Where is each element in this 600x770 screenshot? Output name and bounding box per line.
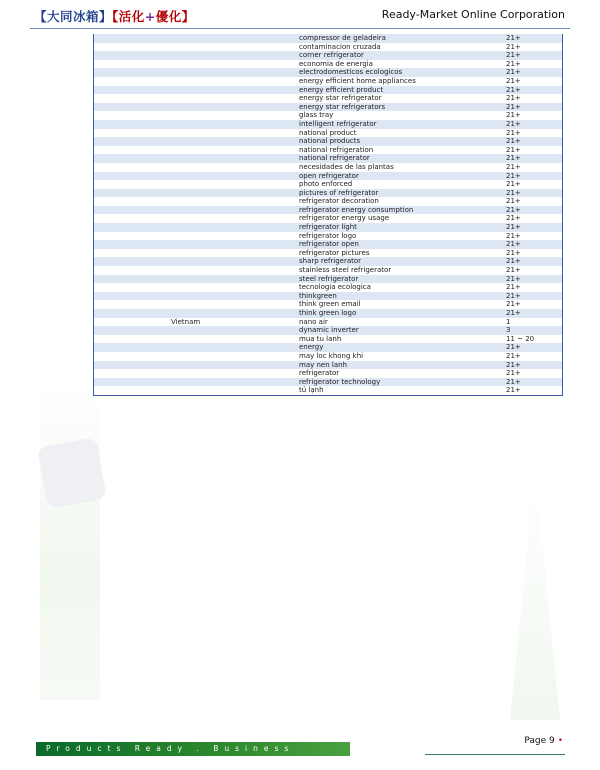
keyword-cell: contaminacion cruzada <box>299 42 381 51</box>
keyword-cell: economia de energia <box>299 59 373 68</box>
table-row <box>94 214 562 223</box>
table-row <box>94 335 562 344</box>
footer-divider <box>425 754 565 755</box>
table-row <box>94 240 562 249</box>
page-header <box>0 0 600 36</box>
table-row <box>94 77 562 86</box>
rank-cell: 21+ <box>506 51 521 60</box>
rank-cell: 21+ <box>506 377 521 386</box>
background-decoration <box>510 470 560 720</box>
keyword-cell: national product <box>299 128 357 137</box>
rank-cell: 21+ <box>506 119 521 128</box>
keyword-cell: tecnologia ecologica <box>299 283 371 292</box>
rank-cell: 21+ <box>506 59 521 68</box>
rank-cell: 21+ <box>506 351 521 360</box>
keyword-cell: energy efficient home appliances <box>299 76 416 85</box>
rank-cell: 21+ <box>506 291 521 300</box>
table-row <box>94 68 562 77</box>
table-row <box>94 197 562 206</box>
rank-cell: 21+ <box>506 205 521 214</box>
table-row <box>94 180 562 189</box>
table-row <box>94 120 562 129</box>
table-row <box>94 283 562 292</box>
page-number-dot: • <box>557 736 563 746</box>
table-row <box>94 137 562 146</box>
keyword-cell: refrigerator decoration <box>299 197 379 206</box>
table-row <box>94 51 562 60</box>
keyword-cell: national refrigerator <box>299 154 370 163</box>
keyword-cell: open refrigerator <box>299 171 359 180</box>
keyword-cell: dynamic inverter <box>299 326 359 335</box>
table-row <box>94 43 562 52</box>
rank-cell: 21+ <box>506 171 521 180</box>
table-row <box>94 249 562 258</box>
table-row <box>94 189 562 198</box>
rank-cell: 21+ <box>506 283 521 292</box>
footer-tagline-bar: Products Ready . Business Ready <box>36 742 350 756</box>
background-decoration <box>37 437 107 508</box>
rank-cell: 21+ <box>506 214 521 223</box>
table-row <box>94 34 562 43</box>
keyword-cell: mua tu lanh <box>299 334 342 343</box>
table-row <box>94 309 562 318</box>
keyword-cell: stainless steel refrigerator <box>299 266 392 275</box>
rank-cell: 3 <box>506 326 511 335</box>
keyword-cell: may nen lanh <box>299 360 347 369</box>
rank-cell: 21+ <box>506 188 521 197</box>
table-row <box>94 386 562 395</box>
header-title-plus: + <box>144 9 156 24</box>
keyword-cell: think green logo <box>299 309 357 317</box>
keyword-cell: may loc khong khi <box>299 351 364 360</box>
rank-cell: 21+ <box>506 386 521 395</box>
background-decoration <box>40 380 100 700</box>
rank-cell: 21+ <box>506 180 521 189</box>
table-row <box>94 86 562 95</box>
table-row <box>94 111 562 120</box>
keyword-cell: electrodomesticos ecologicos <box>299 68 403 77</box>
keyword-cell: thinkgreen <box>299 291 337 300</box>
keyword-cell: refrigerator energy usage <box>299 214 390 223</box>
keyword-cell: energy star refrigerator <box>299 94 382 103</box>
keyword-cell: photo enforced <box>299 180 353 189</box>
rank-cell: 21+ <box>506 94 521 103</box>
rank-cell: 21+ <box>506 102 521 111</box>
table-row <box>94 369 562 378</box>
keyword-cell: refrigerator energy consumption <box>299 205 414 214</box>
rank-cell: 21+ <box>506 231 521 240</box>
keyword-cell: refrigerator <box>299 369 340 378</box>
keyword-cell: steel refrigerator <box>299 274 359 283</box>
rank-cell: 21+ <box>506 274 521 283</box>
table-row <box>94 292 562 301</box>
keyword-cell: refrigerator logo <box>299 231 357 240</box>
table-row <box>94 94 562 103</box>
keyword-cell: corner refrigerator <box>299 51 364 60</box>
country-cell: Vietnam <box>171 317 201 326</box>
table-row <box>94 223 562 232</box>
keyword-cell: nano air <box>299 317 328 326</box>
rank-cell: 21+ <box>506 162 521 171</box>
table-row <box>94 232 562 241</box>
table-row <box>94 103 562 112</box>
table-row <box>94 300 562 309</box>
rank-cell: 21+ <box>506 42 521 51</box>
rank-cell: 21+ <box>506 34 521 42</box>
rank-cell: 21+ <box>506 68 521 77</box>
keyword-cell: refrigerator technology <box>299 377 381 386</box>
rank-cell: 11 ~ 20 <box>506 334 535 343</box>
rank-cell: 21+ <box>506 223 521 232</box>
rank-cell: 21+ <box>506 343 521 352</box>
rank-cell: 21+ <box>506 154 521 163</box>
rank-cell: 21+ <box>506 240 521 249</box>
keyword-cell: national products <box>299 137 361 146</box>
keyword-cell: think green email <box>299 300 361 309</box>
rank-cell: 21+ <box>506 145 521 154</box>
table-row <box>94 172 562 181</box>
rank-cell: 21+ <box>506 257 521 266</box>
table-row <box>94 146 562 155</box>
rank-cell: 21+ <box>506 300 521 309</box>
rank-cell: 21+ <box>506 76 521 85</box>
header-company: Ready-Market Online Corporation <box>381 8 565 21</box>
rank-cell: 21+ <box>506 111 521 120</box>
keyword-cell: sharp refrigerator <box>299 257 362 266</box>
page-number-label: Page 9 <box>524 736 555 746</box>
keyword-cell: energy star refrigerators <box>299 102 386 111</box>
keyword-cell: necesidades de las plantas <box>299 162 394 171</box>
keyword-ranking-table <box>93 34 563 396</box>
rank-cell: 21+ <box>506 128 521 137</box>
header-title-part3: 優化】 <box>155 9 195 24</box>
rank-cell: 1 <box>506 317 511 326</box>
header-title <box>34 7 195 25</box>
keyword-cell: energy efficient product <box>299 85 384 94</box>
page-number <box>524 736 563 746</box>
table-row <box>94 361 562 370</box>
rank-cell: 21+ <box>506 309 521 317</box>
rank-cell: 21+ <box>506 248 521 257</box>
table-row <box>94 154 562 163</box>
table-row <box>94 129 562 138</box>
header-title-part1: 【大同冰箱】 <box>34 9 113 24</box>
rank-cell: 21+ <box>506 197 521 206</box>
header-title-part2: 【活化 <box>112 9 145 24</box>
table-row <box>94 318 562 327</box>
keyword-cell: refrigerator pictures <box>299 248 370 257</box>
table-row <box>94 326 562 335</box>
keyword-cell: energy <box>299 343 324 352</box>
table-row <box>94 352 562 361</box>
table-row <box>94 257 562 266</box>
table-row <box>94 163 562 172</box>
keyword-cell: compressor de geladeira <box>299 34 386 42</box>
table-row <box>94 60 562 69</box>
keyword-cell: national refrigeration <box>299 145 374 154</box>
table-row <box>94 343 562 352</box>
table-row <box>94 378 562 387</box>
table-row <box>94 266 562 275</box>
keyword-cell: glass tray <box>299 111 334 120</box>
rank-cell: 21+ <box>506 360 521 369</box>
keyword-cell: pictures of refrigerator <box>299 188 379 197</box>
rank-cell: 21+ <box>506 85 521 94</box>
keyword-cell: refrigerator light <box>299 223 357 232</box>
table-row <box>94 206 562 215</box>
keyword-cell: tủ lạnh <box>299 386 324 395</box>
rank-cell: 21+ <box>506 137 521 146</box>
rank-cell: 21+ <box>506 369 521 378</box>
keyword-cell: refrigerator open <box>299 240 359 249</box>
header-divider <box>30 28 570 29</box>
table-row <box>94 275 562 284</box>
rank-cell: 21+ <box>506 266 521 275</box>
keyword-cell: intelligent refrigerator <box>299 119 377 128</box>
